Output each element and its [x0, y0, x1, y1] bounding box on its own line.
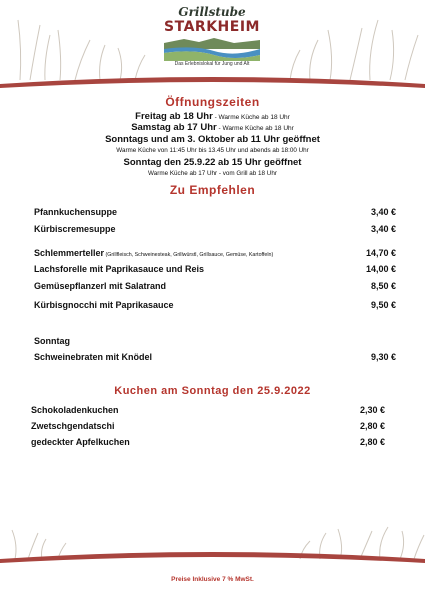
cake-item-name: Schokoladenkuchen	[31, 405, 119, 415]
menu-item-price: 14,70 €	[365, 248, 396, 258]
opening-line-special-kitchen: Warme Küche ab 17 Uhr - vom Grill ab 18 Uhr	[148, 170, 277, 177]
cake-item-price: 2,80 €	[359, 437, 385, 447]
cake-item-price: 2,80 €	[359, 421, 385, 431]
menu-item-name: Gemüsepflanzerl mit Salatrand	[34, 281, 167, 291]
recommend-heading: Zu Empfehlen	[169, 183, 256, 197]
opening-line-friday: Freitag ab 18 Uhr - Warme Küche ab 18 Uhr	[135, 111, 290, 122]
cake-item-name: Zwetschgendatschi	[31, 421, 115, 431]
cake-item-price: 2,30 €	[359, 405, 385, 415]
opening-line-sunday-kitchen: Warme Küche von 11:45 Uhr bis 13.45 Uhr und abends ab 18:00 Uhr	[116, 147, 309, 154]
menu-item-price: 3,40 €	[370, 224, 396, 234]
cake-item-name: gedeckter Apfelkuchen	[31, 437, 130, 447]
menu-item-price: 9,50 €	[370, 300, 396, 310]
menu-item-name: Schweinebraten mit Knödel	[34, 352, 153, 362]
menu-item-name: Lachsforelle mit Paprikasauce und Reis	[34, 264, 205, 274]
logo-tagline: Das Erlebnislokal für Jung und Alt	[174, 61, 250, 67]
menu-item-name: Kürbiscremesuppe	[34, 224, 116, 234]
menu-item-name: Pfannkuchensuppe	[34, 207, 118, 217]
logo-script-text: Grillstube	[178, 5, 246, 19]
opening-line-sunday: Sonntags und am 3. Oktober ab 11 Uhr geöffnet	[105, 134, 320, 145]
menu-item-name: Kürbisgnocchi mit Paprikasauce	[34, 300, 174, 310]
menu-section-label: Sonntag	[34, 336, 70, 346]
opening-line-saturday: Samstag ab 17 Uhr - Warme Küche ab 18 Uhr	[131, 122, 294, 133]
logo-name-text: STARKHEIM	[164, 19, 260, 35]
opening-hours-heading: Öffnungszeiten	[165, 95, 260, 109]
menu-item-price: 8,50 €	[370, 281, 396, 291]
menu-item-name: Schlemmerteller (Grillfleisch, Schweinesteak, Grillwürstl, Grillsauce, Gemüse, Kartoffeln)	[34, 248, 274, 258]
bottom-banner-decoration	[0, 525, 425, 600]
menu-item-price: 3,40 €	[370, 207, 396, 217]
cakes-heading: Kuchen am Sonntag den 25.9.2022	[114, 385, 311, 397]
grillstube-logo	[160, 4, 264, 80]
footer-vat-note: Preise Inklusive 7 % MwSt.	[171, 576, 254, 583]
menu-item-price: 9,30 €	[370, 352, 396, 362]
logo-landscape-icon	[164, 35, 260, 61]
opening-line-special-sunday: Sonntag den 25.9.22 ab 15 Uhr geöffnet	[123, 157, 302, 168]
menu-item-price: 14,00 €	[365, 264, 396, 274]
